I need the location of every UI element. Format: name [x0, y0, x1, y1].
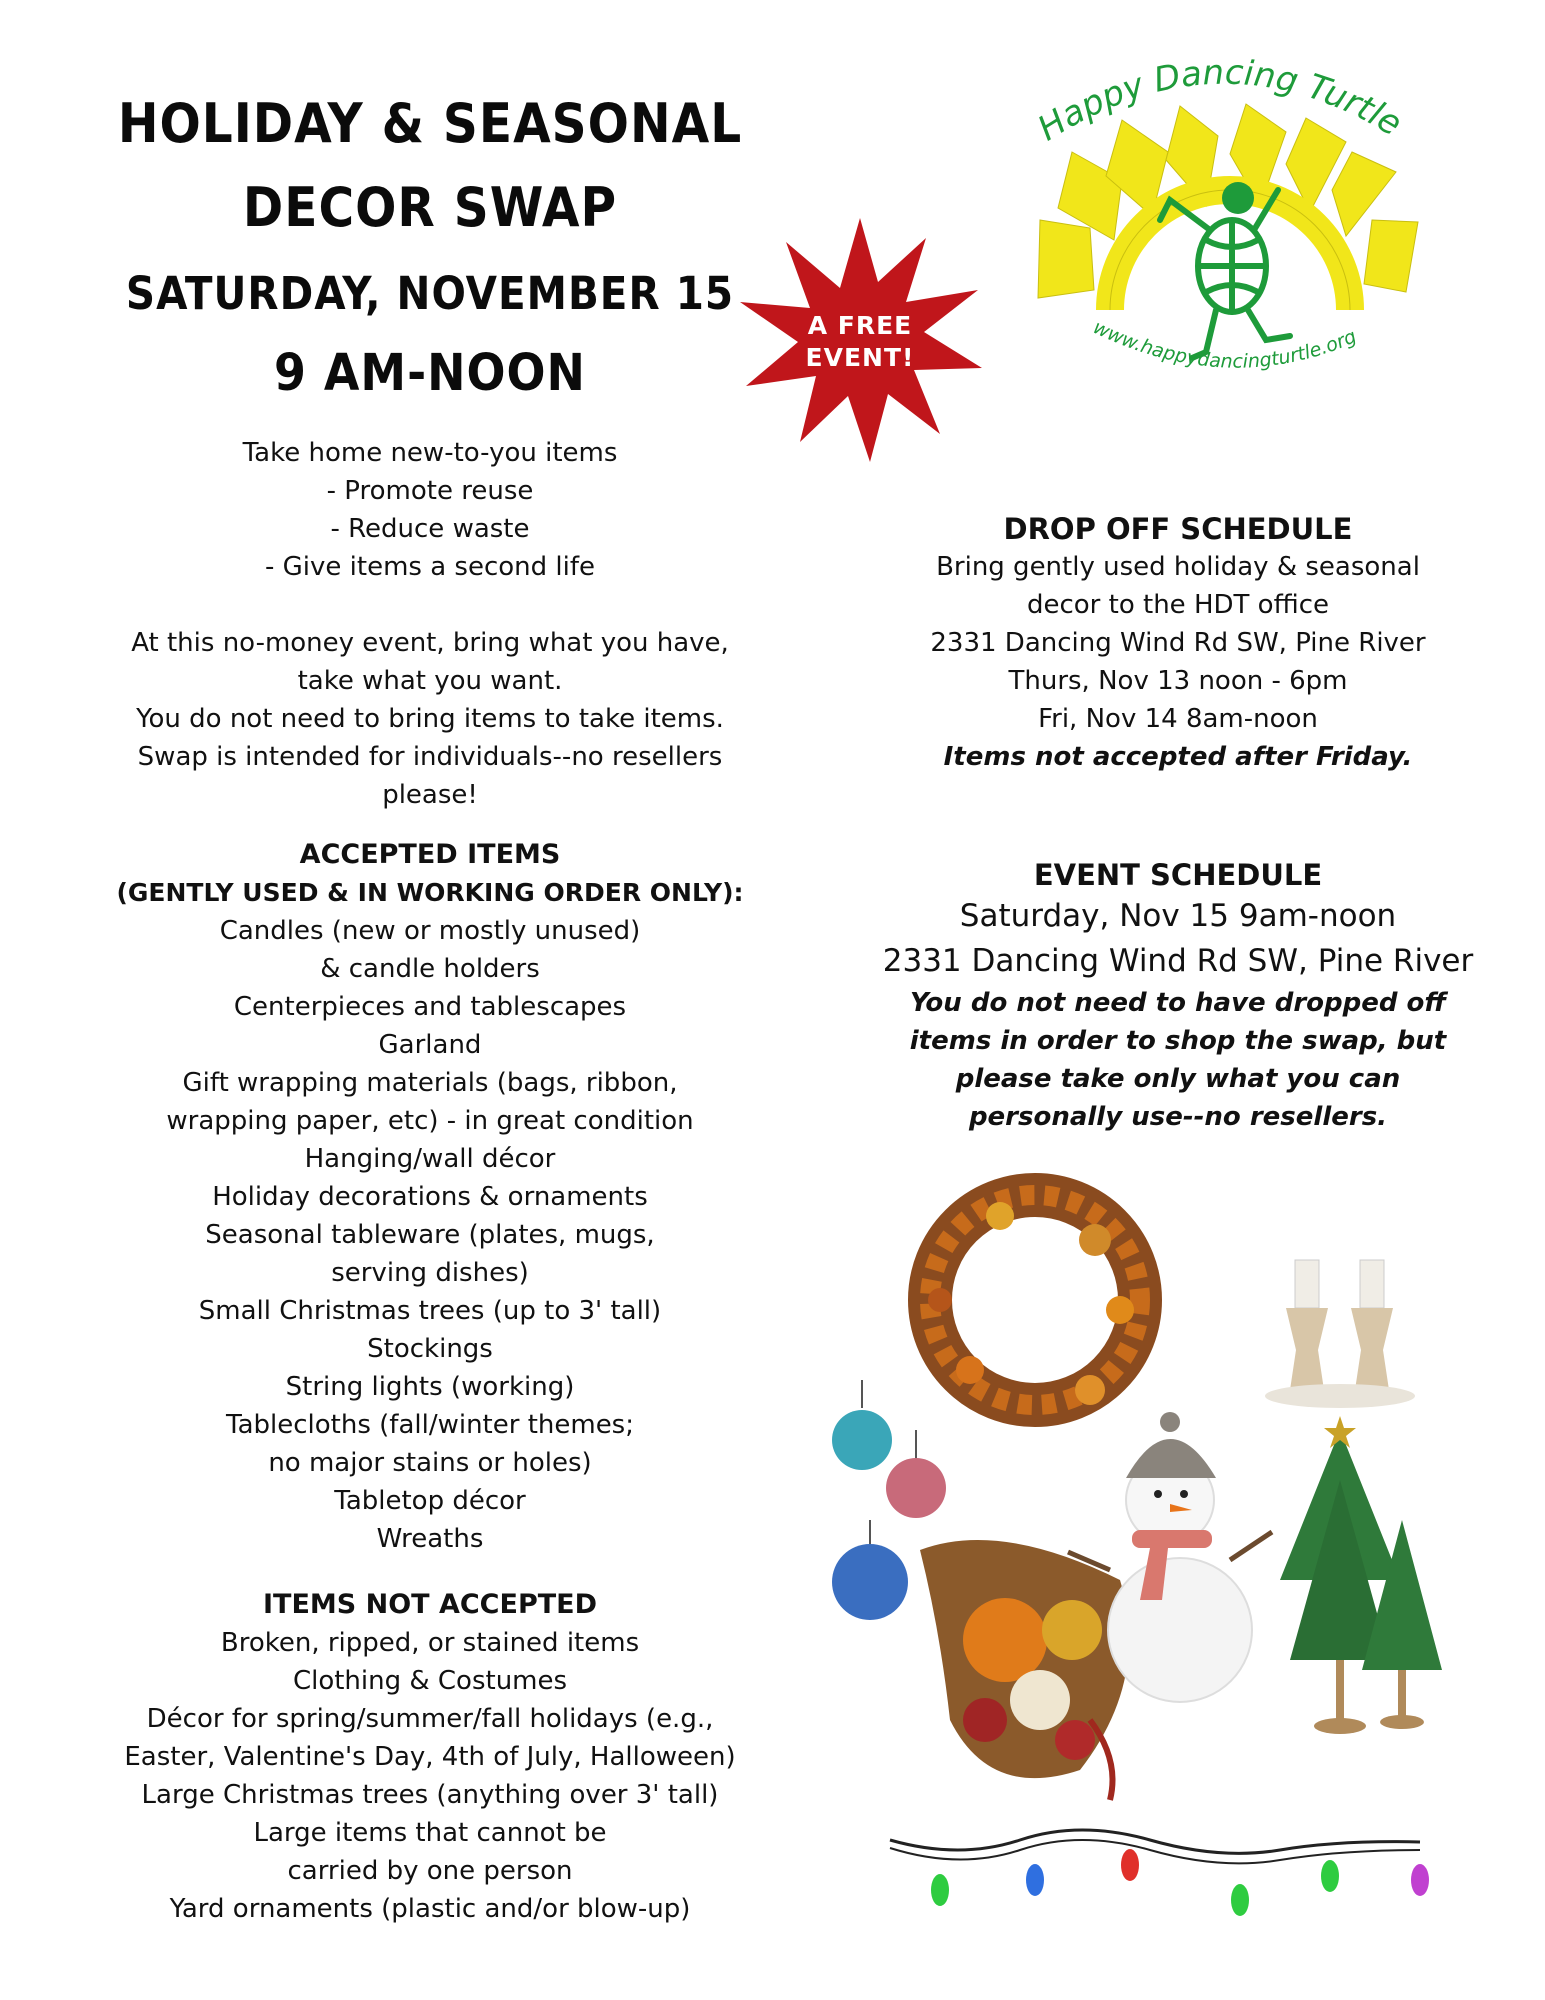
- dropoff-section: [858, 510, 1498, 776]
- svg-text:Happy Dancing Turtle: [1031, 53, 1409, 150]
- cornucopia-icon: [920, 1540, 1129, 1800]
- intro-para-line: At this no-money event, bring what you have,: [131, 628, 729, 658]
- intro-list: [90, 434, 770, 586]
- dropoff-note: Items not accepted after Friday.: [943, 742, 1413, 772]
- accepted-item: Tablecloths (fall/winter themes;: [226, 1410, 634, 1440]
- accepted-item: Seasonal tableware (plates, mugs,: [205, 1220, 655, 1250]
- event-time: 9 AM-NOON: [274, 344, 586, 403]
- accepted-item: serving dishes): [331, 1258, 529, 1288]
- accepted-item: wrapping paper, etc) - in great condition: [166, 1106, 694, 1136]
- event-when: Saturday, Nov 15 9am-noon: [959, 898, 1397, 934]
- accepted-item: Wreaths: [376, 1524, 484, 1554]
- not-accepted-item: Clothing & Costumes: [292, 1666, 568, 1696]
- dropoff-line: Bring gently used holiday & seasonal: [936, 552, 1420, 582]
- string-lights-icon: [890, 1830, 1429, 1916]
- accepted-item: & candle holders: [320, 954, 540, 984]
- svg-text:www.happydancingturtle.org: [1090, 316, 1360, 372]
- intro-para-line: take what you want.: [297, 666, 563, 696]
- dropoff-line: 2331 Dancing Wind Rd SW, Pine River: [930, 628, 1426, 658]
- accepted-item: Small Christmas trees (up to 3' tall): [198, 1296, 662, 1326]
- intro-line: - Reduce waste: [330, 514, 530, 544]
- accepted-item: Hanging/wall décor: [304, 1144, 556, 1174]
- decor-collage: [820, 1160, 1480, 1960]
- intro-para-line: Swap is intended for individuals--no resellers: [137, 742, 723, 772]
- not-accepted-item: Large Christmas trees (anything over 3' tall): [141, 1780, 719, 1810]
- event-note-line: You do not need to have dropped off: [909, 988, 1447, 1018]
- accepted-heading: ACCEPTED ITEMS: [299, 839, 561, 870]
- free-event-badge: [730, 210, 990, 470]
- christmas-tree-icon: [1280, 1416, 1442, 1734]
- event-note-line: please take only what you can: [955, 1064, 1401, 1094]
- badge-line-2: EVENT!: [805, 343, 915, 372]
- not-accepted-item: carried by one person: [287, 1856, 573, 1886]
- logo: [1010, 40, 1430, 400]
- not-accepted-item: Large items that cannot be: [253, 1818, 607, 1848]
- candle-holder-icon: [1265, 1260, 1415, 1408]
- not-accepted-item: Broken, ripped, or stained items: [220, 1628, 640, 1658]
- not-accepted-item: Décor for spring/summer/fall holidays (e.g.,: [146, 1704, 714, 1734]
- accepted-section: [90, 836, 770, 1558]
- accepted-subheading: (GENTLY USED & IN WORKING ORDER ONLY):: [116, 878, 744, 907]
- accepted-item: Candles (new or mostly unused): [219, 916, 641, 946]
- badge-line-1: A FREE: [807, 311, 913, 340]
- accepted-item: String lights (working): [285, 1372, 575, 1402]
- accepted-item: Stockings: [367, 1334, 493, 1364]
- intro-paragraph: [90, 624, 770, 814]
- dropoff-line: decor to the HDT office: [1026, 590, 1329, 620]
- intro-line: - Give items a second life: [264, 552, 595, 582]
- event-note-line: items in order to shop the swap, but: [909, 1026, 1447, 1056]
- accepted-item: no major stains or holes): [268, 1448, 592, 1478]
- intro-para-line: please!: [382, 780, 478, 810]
- not-accepted-item: Easter, Valentine's Day, 4th of July, Halloween): [124, 1742, 736, 1772]
- title-line-1: HOLIDAY & SEASONAL: [117, 92, 743, 155]
- event-date: SATURDAY, NOVEMBER 15: [125, 267, 735, 320]
- logo-url: www.happydancingturtle.org: [1089, 316, 1360, 373]
- dropoff-heading: DROP OFF SCHEDULE: [1003, 512, 1353, 546]
- decor-illustration: [820, 1160, 1480, 1960]
- accepted-item: Gift wrapping materials (bags, ribbon,: [182, 1068, 678, 1098]
- title-line-2: DECOR SWAP: [242, 176, 618, 239]
- wreath-icon: [928, 1195, 1140, 1405]
- not-accepted-section: [90, 1586, 770, 1928]
- happy-dancing-turtle-logo: [1010, 40, 1430, 400]
- intro-line: Take home new-to-you items: [242, 438, 618, 468]
- intro-para-line: You do not need to bring items to take items.: [136, 704, 724, 734]
- not-accepted-item: Yard ornaments (plastic and/or blow-up): [169, 1894, 691, 1924]
- logo-name: Happy Dancing Turtle: [1031, 52, 1409, 150]
- event-section: [858, 856, 1498, 1136]
- event-where: 2331 Dancing Wind Rd SW, Pine River: [882, 943, 1474, 979]
- not-accepted-heading: ITEMS NOT ACCEPTED: [262, 1589, 598, 1620]
- event-heading: EVENT SCHEDULE: [1033, 858, 1323, 892]
- intro-line: - Promote reuse: [326, 476, 534, 506]
- accepted-item: Garland: [378, 1030, 482, 1060]
- dropoff-line: Thurs, Nov 13 noon - 6pm: [1008, 666, 1348, 696]
- event-note-line: personally use--no resellers.: [968, 1102, 1388, 1132]
- accepted-item: Holiday decorations & ornaments: [212, 1182, 648, 1212]
- accepted-item: Centerpieces and tablescapes: [233, 992, 627, 1022]
- accepted-item: Tabletop décor: [334, 1486, 526, 1516]
- dropoff-line: Fri, Nov 14 8am-noon: [1038, 704, 1318, 734]
